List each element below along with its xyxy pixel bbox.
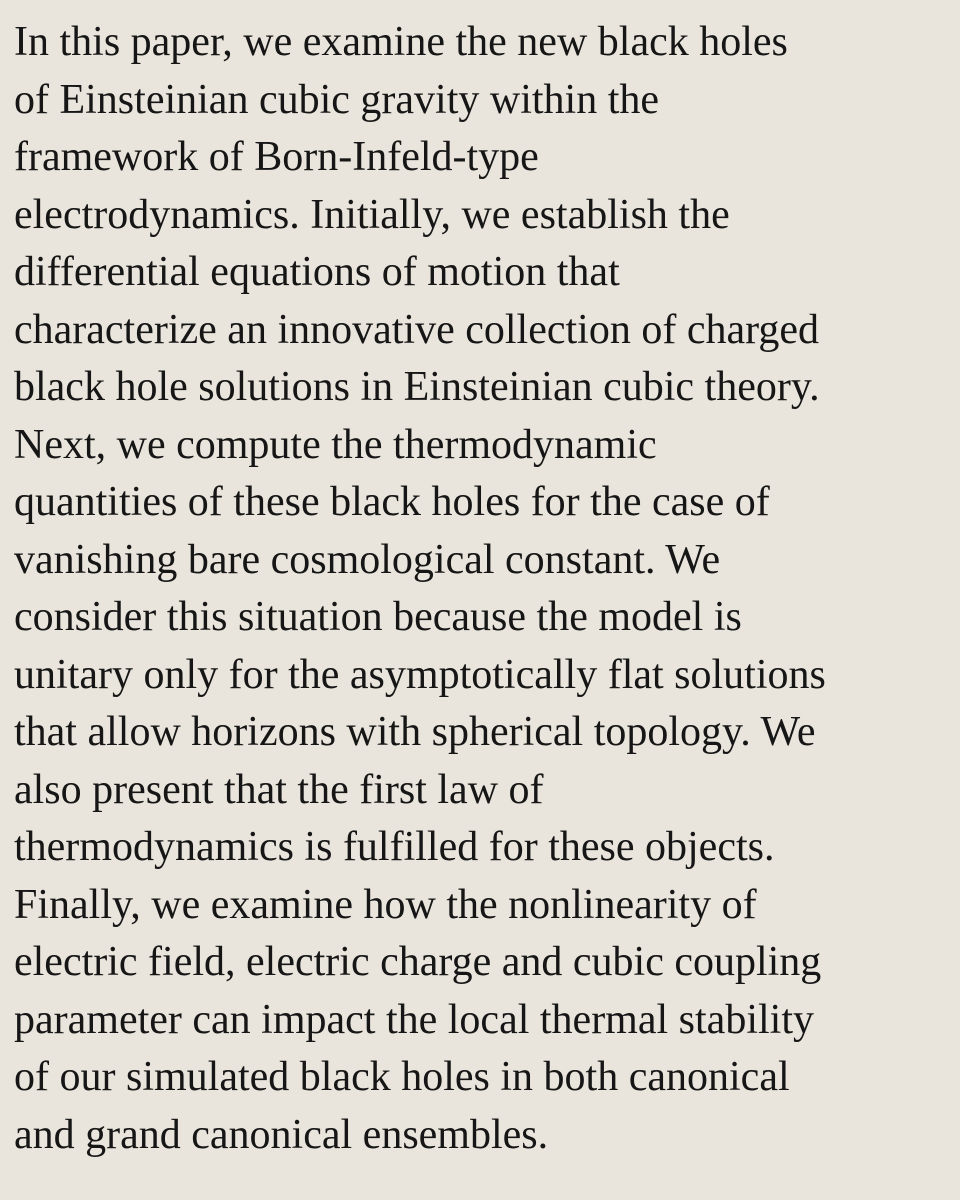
abstract-line: also present that the first law of [14,766,544,813]
abstract-line: thermodynamics is fulfilled for these objects. [14,824,775,870]
abstract-line: framework of Born-Infeld-type [14,134,539,180]
abstract-line: quantities of these black holes for the case of [14,479,770,525]
abstract-line: electric field, electric charge and cubic coupling [14,939,822,985]
abstract-line: electrodynamics. Initially, we establish the [14,191,730,238]
abstract-line: parameter can impact the local thermal stability [14,996,814,1043]
abstract-line: In this paper, we examine the new black holes [14,19,788,65]
abstract-line: unitary only for the asymptotically flat solutions [14,651,826,698]
abstract-line: Next, we compute the thermodynamic [14,421,657,468]
abstract-line: vanishing bare cosmological constant. We [14,536,721,583]
abstract-line: black hole solutions in Einsteinian cubic theory. [14,364,820,410]
abstract-line: consider this situation because the model is [14,594,742,640]
abstract-line: characterize an innovative collection of charged [14,306,819,353]
abstract-line: and grand canonical ensembles. [14,1111,549,1158]
abstract-line: of our simulated black holes in both canonical [14,1054,790,1100]
abstract-line: of Einsteinian cubic gravity within the [14,76,660,123]
abstract-line: differential equations of motion that [14,249,620,295]
abstract-line: Finally, we examine how the nonlinearity of [14,881,757,928]
abstract-line: that allow horizons with spherical topology. We [14,709,816,755]
abstract-paragraph [14,14,946,1164]
